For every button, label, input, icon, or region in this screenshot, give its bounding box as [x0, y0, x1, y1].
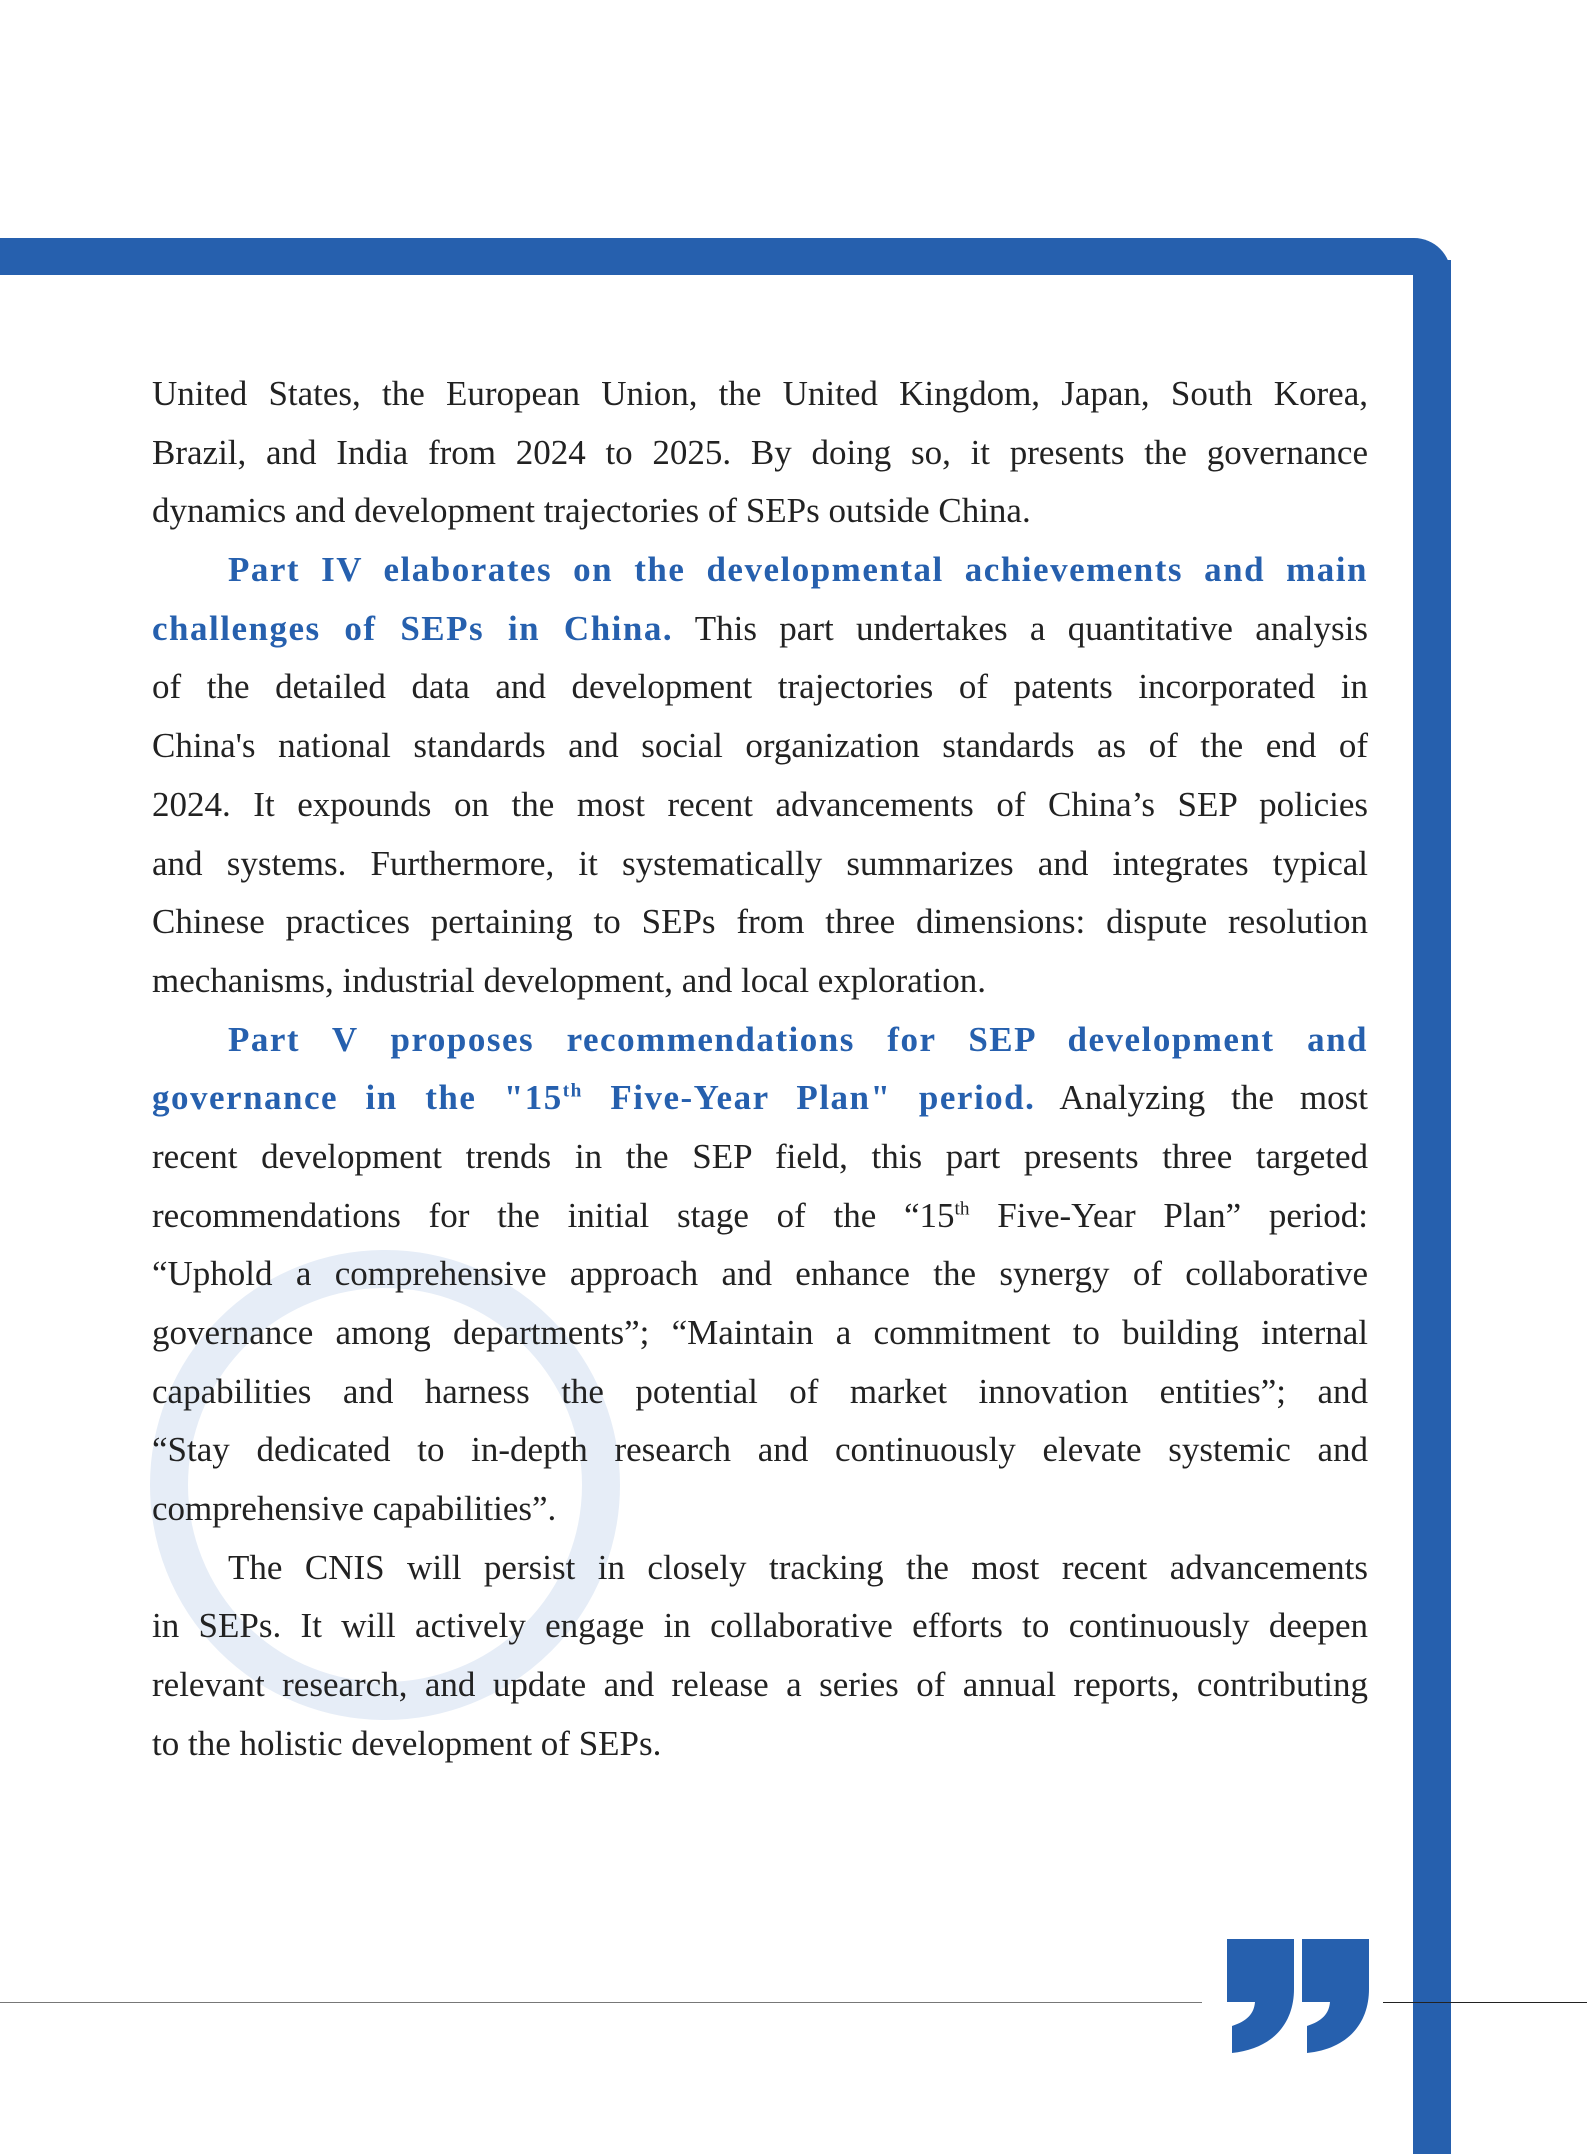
- text-line: [152, 600, 1368, 659]
- bold-heading-text: Part V proposes recommendations for SEP development and: [228, 1019, 1368, 1059]
- bold-heading-text: challenges of SEPs in China.: [152, 608, 674, 648]
- body-text-span: dynamics and development trajectories of SEPs outside China.: [152, 491, 1031, 531]
- footer-rule-right: [1383, 2002, 1587, 2003]
- bold-heading-text: Part IV elaborates on the developmental achievements and main: [228, 550, 1368, 590]
- body-text-span: recommendations for the initial stage of the “15: [152, 1195, 955, 1235]
- body-text-span: th: [954, 1197, 970, 1219]
- text-line: [152, 1715, 1368, 1774]
- body-text-span: Analyzing the most: [1035, 1078, 1368, 1118]
- text-line: [152, 1304, 1368, 1363]
- body-text-span: Five-Year Plan” period:: [969, 1195, 1368, 1235]
- text-line: [152, 1421, 1368, 1480]
- text-line: [152, 1539, 1368, 1598]
- footer-rule-left: [0, 2002, 1202, 2003]
- body-text-span: 2024. It expounds on the most recent advancements of China’s SEP policies: [152, 784, 1368, 824]
- body-text-span: and systems. Furthermore, it systematically summarizes and integrates typical: [152, 843, 1368, 883]
- frame-top-bar: [0, 238, 1451, 275]
- body-text-span: This part undertakes a quantitative analysis: [673, 608, 1368, 648]
- body-text-span: capabilities and harness the potential of market innovation entities”; and: [152, 1371, 1368, 1411]
- body-text: [152, 365, 1368, 1774]
- bold-heading-text: Five-Year Plan" period.: [582, 1078, 1036, 1118]
- body-text-span: comprehensive capabilities”.: [152, 1489, 557, 1529]
- body-text-span: in SEPs. It will actively engage in collaborative efforts to continuously deepen: [152, 1606, 1368, 1646]
- body-text-span: Brazil, and India from 2024 to 2025. By doing so, it presents the governance: [152, 432, 1368, 472]
- body-text-span: The CNIS will persist in closely tracking the most recent advancements: [228, 1547, 1368, 1587]
- text-line: [152, 1363, 1368, 1422]
- body-text-span: United States, the European Union, the United Kingdom, Japan, South Korea,: [152, 374, 1368, 413]
- body-text-span: to the holistic development of SEPs.: [152, 1723, 662, 1763]
- text-line: [152, 1480, 1368, 1539]
- text-line: [152, 1128, 1368, 1187]
- bold-heading-text: governance in the "15: [152, 1078, 563, 1118]
- bold-heading-text: th: [562, 1080, 583, 1102]
- text-line: [152, 776, 1368, 835]
- text-line: [152, 1656, 1368, 1715]
- text-line: [152, 1187, 1368, 1246]
- text-line: [152, 893, 1368, 952]
- frame-inner-corner: [1380, 275, 1413, 308]
- text-line: [152, 1069, 1368, 1128]
- text-line: [152, 541, 1368, 600]
- body-text-span: relevant research, and update and release a series of annual reports, contributing: [152, 1665, 1368, 1705]
- body-text-span: recent development trends in the SEP field, this part presents three targeted: [152, 1136, 1368, 1176]
- text-line: [152, 952, 1368, 1011]
- text-line: [152, 717, 1368, 776]
- body-text-span: mechanisms, industrial development, and local exploration.: [152, 960, 986, 1000]
- text-line: [152, 482, 1368, 541]
- body-text-span: “Stay dedicated to in-depth research and continuously elevate systemic and: [152, 1430, 1368, 1470]
- body-text-span: Chinese practices pertaining to SEPs from three dimensions: dispute resolution: [152, 902, 1368, 942]
- text-line: [152, 365, 1368, 424]
- text-line: [152, 1597, 1368, 1656]
- text-line: [152, 1011, 1368, 1070]
- body-text-span: of the detailed data and development trajectories of patents incorporated in: [152, 667, 1368, 707]
- frame-right-bar: [1413, 260, 1451, 2154]
- closing-quote-icon: [1227, 1939, 1369, 2054]
- body-text-span: “Uphold a comprehensive approach and enhance the synergy of collaborative: [152, 1254, 1368, 1294]
- text-line: [152, 835, 1368, 894]
- text-line: [152, 658, 1368, 717]
- body-text-span: governance among departments”; “Maintain a commitment to building internal: [152, 1313, 1368, 1352]
- text-line: [152, 1245, 1368, 1304]
- text-line: [152, 424, 1368, 483]
- body-text-span: China's national standards and social organization standards as of the end of: [152, 726, 1368, 766]
